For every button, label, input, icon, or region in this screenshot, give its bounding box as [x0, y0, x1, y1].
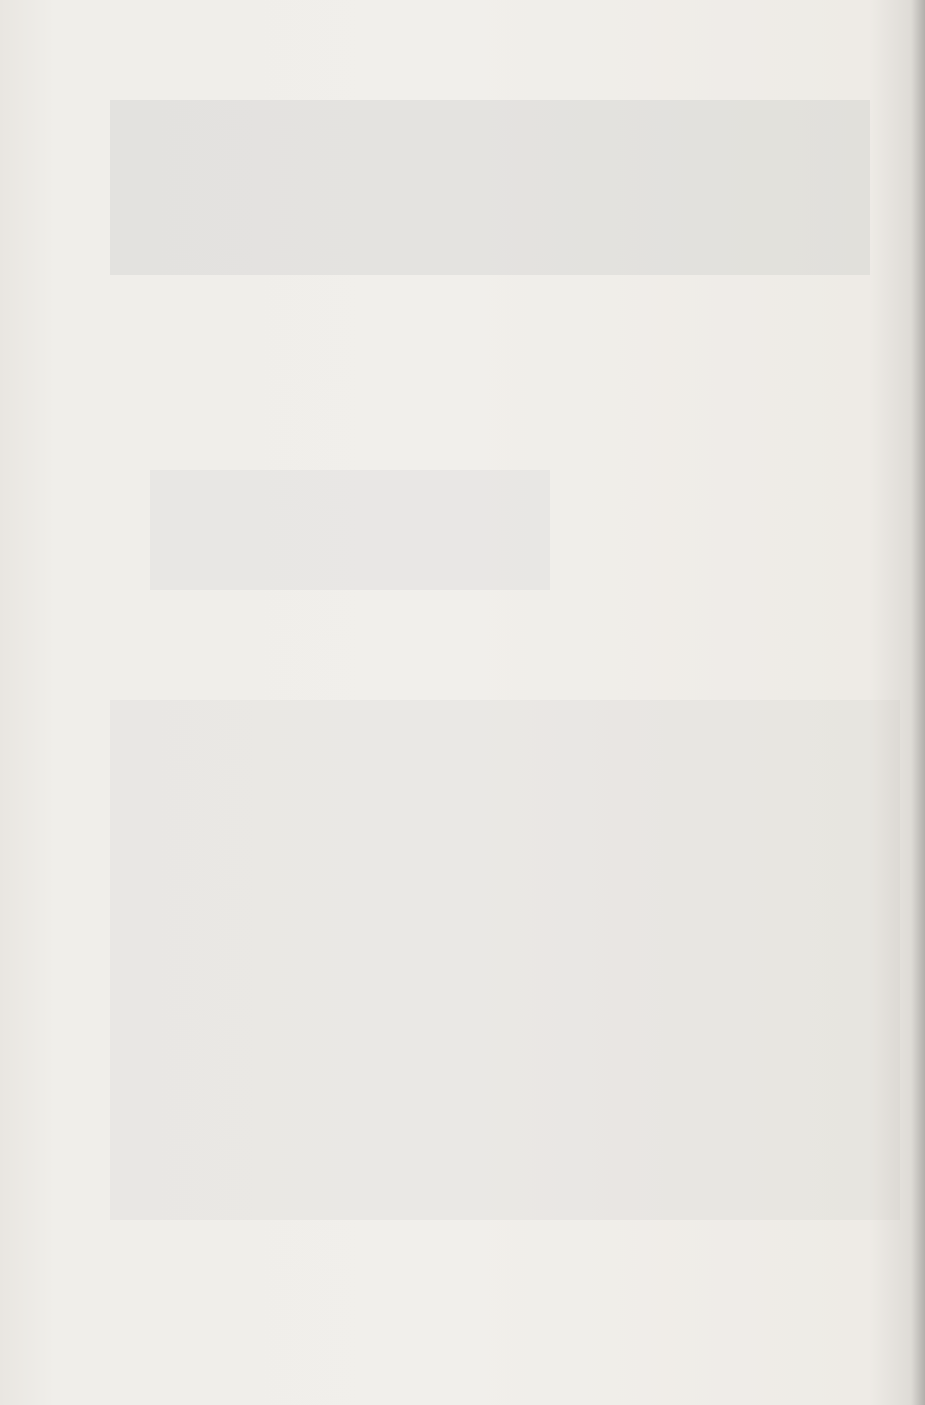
bleed-through-photo-mid: [150, 470, 550, 590]
bleed-through-text-bottom: [110, 700, 900, 1220]
spine-shadow: [911, 0, 925, 1405]
bleed-through-photo-top: [110, 100, 870, 275]
